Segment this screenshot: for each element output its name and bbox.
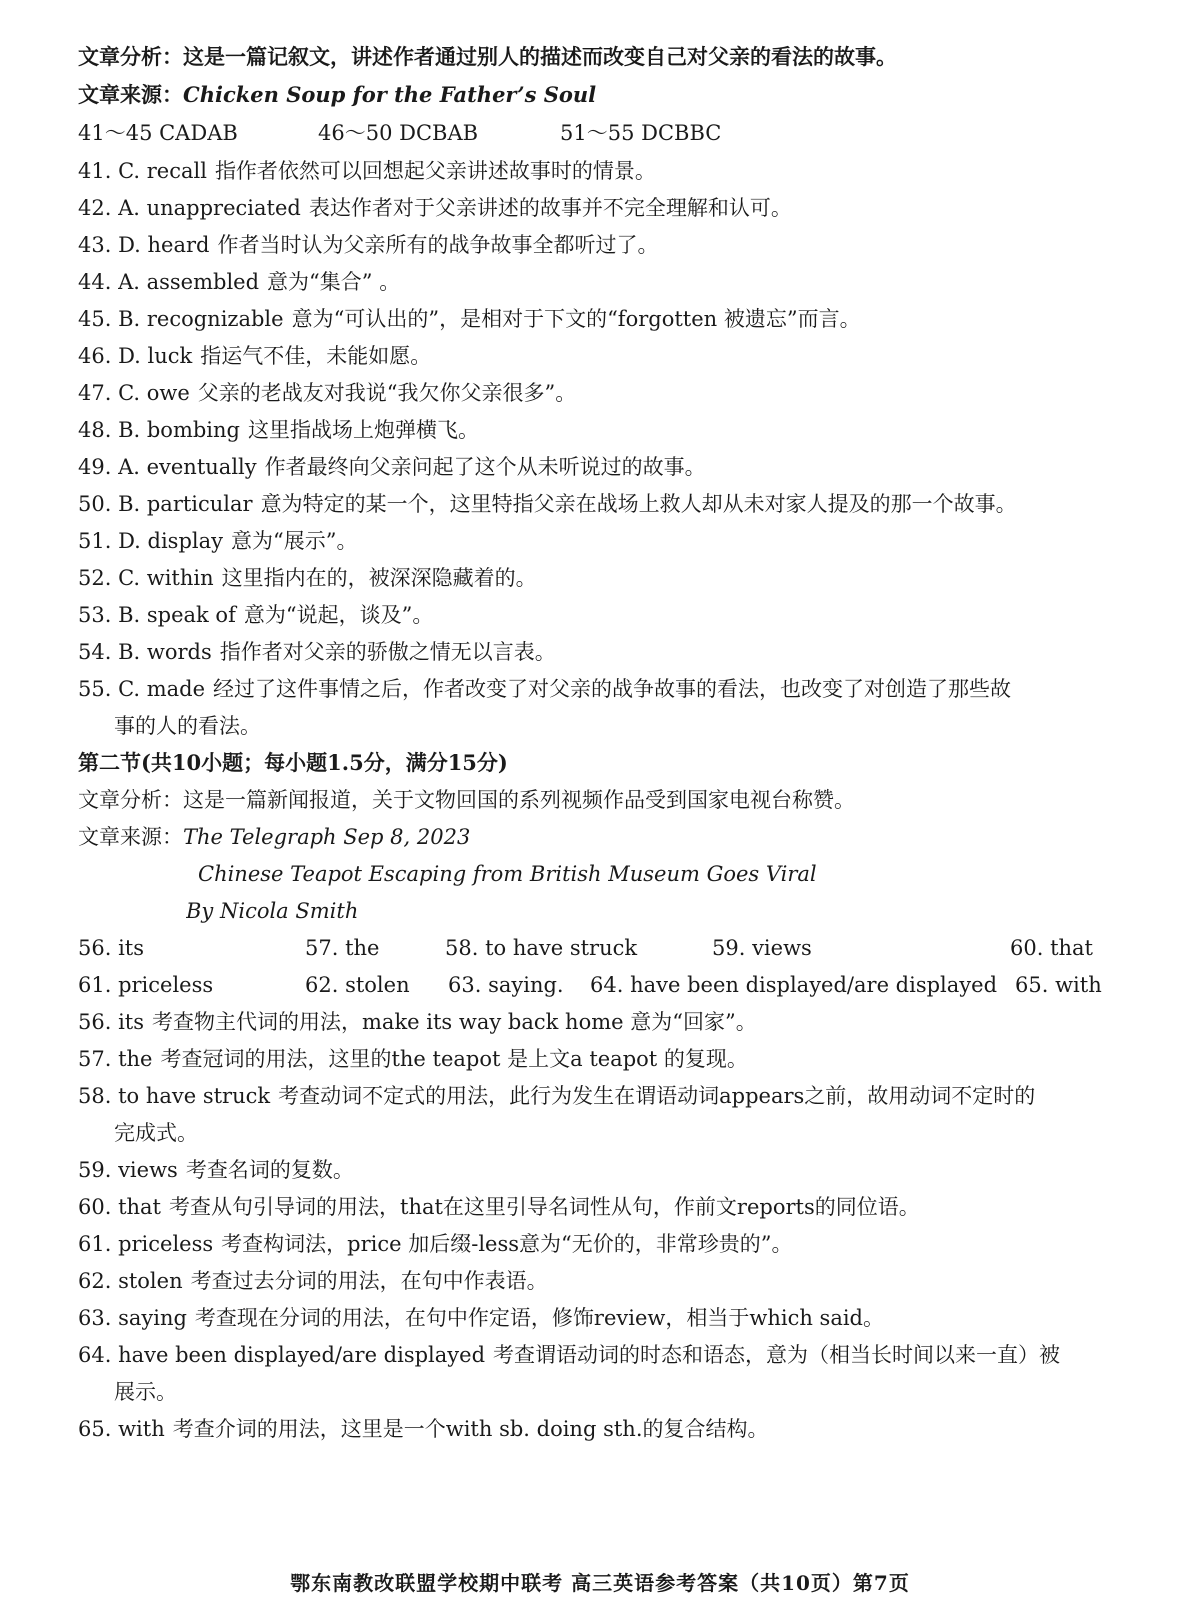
answer-note: 考查名词的复数。 (185, 1158, 354, 1182)
answer-item (78, 637, 1138, 667)
answer-note: 这里指战场上炮弹横飞。 (247, 418, 479, 442)
answer-note: 意为“展示”。 (231, 529, 358, 553)
answer-item (78, 1044, 1138, 1074)
answer-item (78, 1303, 1138, 1333)
analysis-text: 这是一篇记叙文，讲述作者通过别人的描述而改变自己对父亲的看法的故事。 (183, 44, 897, 69)
answer-item (78, 1266, 1138, 1296)
answer-item (78, 1414, 1138, 1444)
answer-key: 61. priceless (78, 1232, 214, 1256)
answer-note: 指作者对父亲的骄傲之情无以言表。 (219, 640, 556, 664)
answer-note: 作者当时认为父亲所有的战争故事全都听过了。 (217, 233, 659, 257)
answer-note: 考查介词的用法，这里是一个with sb. doing sth.的复合结构。 (172, 1417, 769, 1441)
answer-key: 59. views (78, 1158, 178, 1182)
answer-group: 41～45 CADAB (78, 121, 238, 145)
answer-item (78, 1007, 1138, 1037)
answer-note: 考查构词法，price 加后缀-less意为“无价的，非常珍贵的”。 (221, 1232, 793, 1256)
page-footer: 鄂东南教改联盟学校期中联考 高三英语参考答案（共10页）第7页 (290, 1571, 910, 1595)
answer-group: 51～55 DCBBC (560, 121, 722, 145)
answer-cell: 60. that (1010, 936, 1093, 960)
answer-group: 46～50 DCBAB (318, 121, 479, 145)
answer-note: 考查谓语动词的时态和语态，意为（相当长时间以来一直）被 (493, 1343, 1061, 1367)
answer-key: 58. to have struck (78, 1084, 271, 1108)
answer-note: 考查现在分词的用法，在句中作定语，修饰review，相当于which said。 (194, 1306, 885, 1330)
answer-item (78, 415, 1138, 445)
answer-key: 41. C. recall (78, 159, 207, 183)
answer-key: 62. stolen (78, 1269, 183, 1293)
answer-note: 作者最终向父亲问起了这个从未听说过的故事。 (264, 455, 706, 479)
answer-note: 指作者依然可以回想起父亲讲述故事时的情景。 (214, 159, 656, 183)
source-label: 文章来源： (78, 82, 183, 107)
source-text: The Telegraph Sep 8, 2023 (183, 825, 471, 849)
answer-note: 考查从句引导词的用法，that在这里引导名词性从句，作前文reports的同位语。 (169, 1195, 920, 1219)
answer-item (78, 674, 1138, 704)
answer-item (78, 600, 1138, 630)
answer-note: 指运气不佳，未能如愿。 (200, 344, 432, 368)
answer-note: 表达作者对于父亲讲述的故事并不完全理解和认可。 (308, 196, 792, 220)
answer-key: 43. D. heard (78, 233, 210, 257)
answer-note: 意为“说起，谈及”。 (243, 603, 434, 627)
answer-key: 52. C. within (78, 566, 214, 590)
answer-item-continuation: 事的人的看法。 (114, 714, 261, 738)
answer-item (78, 304, 1138, 334)
answer-key: 53. B. speak of (78, 603, 236, 627)
answer-item-continuation: 完成式。 (114, 1121, 198, 1145)
answer-item (78, 1340, 1138, 1370)
answer-note: 考查过去分词的用法，在句中作表语。 (190, 1269, 548, 1293)
section1-analysis (78, 42, 1138, 72)
answer-item (78, 1155, 1138, 1185)
analysis-label: 文章分析： (78, 44, 183, 69)
answer-note: 考查动词不定式的用法，此行为发生在谓语动词appears之前，故用动词不定时的 (278, 1084, 1036, 1108)
answer-cell: 58. to have struck (445, 936, 638, 960)
article-byline: By Nicola Smith (186, 899, 359, 923)
answer-item (78, 1081, 1138, 1111)
source-label: 文章来源： (78, 825, 183, 849)
answer-item (78, 452, 1138, 482)
answer-key: 57. the (78, 1047, 153, 1071)
answer-note: 意为“可认出的”，是相对于下文的“forgotten 被遗忘”而言。 (291, 307, 861, 331)
answer-key: 51. D. display (78, 529, 223, 553)
answer-key: 54. B. words (78, 640, 212, 664)
answer-key: 60. that (78, 1195, 161, 1219)
answer-item (78, 378, 1138, 408)
analysis-label: 文章分析： (78, 788, 183, 812)
analysis-text: 这是一篇新闻报道，关于文物回国的系列视频作品受到国家电视台称赞。 (183, 788, 855, 812)
answer-item (78, 156, 1138, 186)
answer-key: 63. saying (78, 1306, 187, 1330)
answer-cell: 65. with (1015, 973, 1102, 997)
answer-key: 42. A. unappreciated (78, 196, 301, 220)
answer-key: 65. with (78, 1417, 165, 1441)
section2-analysis (78, 785, 1138, 815)
answer-cell: 62. stolen (305, 973, 410, 997)
answer-key: 56. its (78, 1010, 145, 1034)
answer-key: 48. B. bombing (78, 418, 240, 442)
answer-note: 这里指内在的，被深深隐藏着的。 (221, 566, 537, 590)
answer-key: 47. C. owe (78, 381, 190, 405)
answer-item (78, 341, 1138, 371)
article-title: Chinese Teapot Escaping from British Museum Goes Viral (198, 862, 817, 886)
answer-key: 49. A. eventually (78, 455, 257, 479)
answer-key: 45. B. recognizable (78, 307, 284, 331)
answer-key: 55. C. made (78, 677, 206, 701)
answer-key: 44. A. assembled (78, 270, 260, 294)
answer-item (78, 1229, 1138, 1259)
answer-item (78, 267, 1138, 297)
answer-item (78, 193, 1138, 223)
answer-key: 64. have been displayed/are displayed (78, 1343, 486, 1367)
answer-item-continuation: 展示。 (114, 1380, 177, 1404)
answer-note: 考查冠词的用法，这里的the teapot 是上文a teapot 的复现。 (160, 1047, 748, 1071)
answer-note: 父亲的老战友对我说“我欠你父亲很多”。 (197, 381, 577, 405)
answer-cell: 56. its (78, 936, 145, 960)
answer-key: 46. D. luck (78, 344, 193, 368)
answer-item (78, 489, 1138, 519)
section2-heading: 第二节(共10小题；每小题1.5分，满分15分) (78, 750, 508, 775)
answer-key: 50. B. particular (78, 492, 253, 516)
answer-note: 考查物主代词的用法，make its way back home 意为“回家”。 (152, 1010, 757, 1034)
answer-cell: 64. have been displayed/are displayed (590, 973, 998, 997)
answer-item (78, 563, 1138, 593)
answer-cell: 59. views (712, 936, 812, 960)
answer-cell: 57. the (305, 936, 380, 960)
answer-note: 经过了这件事情之后，作者改变了对父亲的战争故事的看法，也改变了对创造了那些故 (213, 677, 1012, 701)
section1-source (78, 80, 1138, 110)
source-text: Chicken Soup for the Father’s Soul (183, 82, 597, 107)
answer-item (78, 230, 1138, 260)
answer-item (78, 1192, 1138, 1222)
section2-source (78, 822, 1138, 852)
answer-note: 意为“集合” 。 (267, 270, 401, 294)
answer-cell: 63. saying. (448, 973, 564, 997)
answer-cell: 61. priceless (78, 973, 214, 997)
answer-note: 意为特定的某一个，这里特指父亲在战场上救人却从未对家人提及的那一个故事。 (260, 492, 1017, 516)
answer-item (78, 526, 1138, 556)
